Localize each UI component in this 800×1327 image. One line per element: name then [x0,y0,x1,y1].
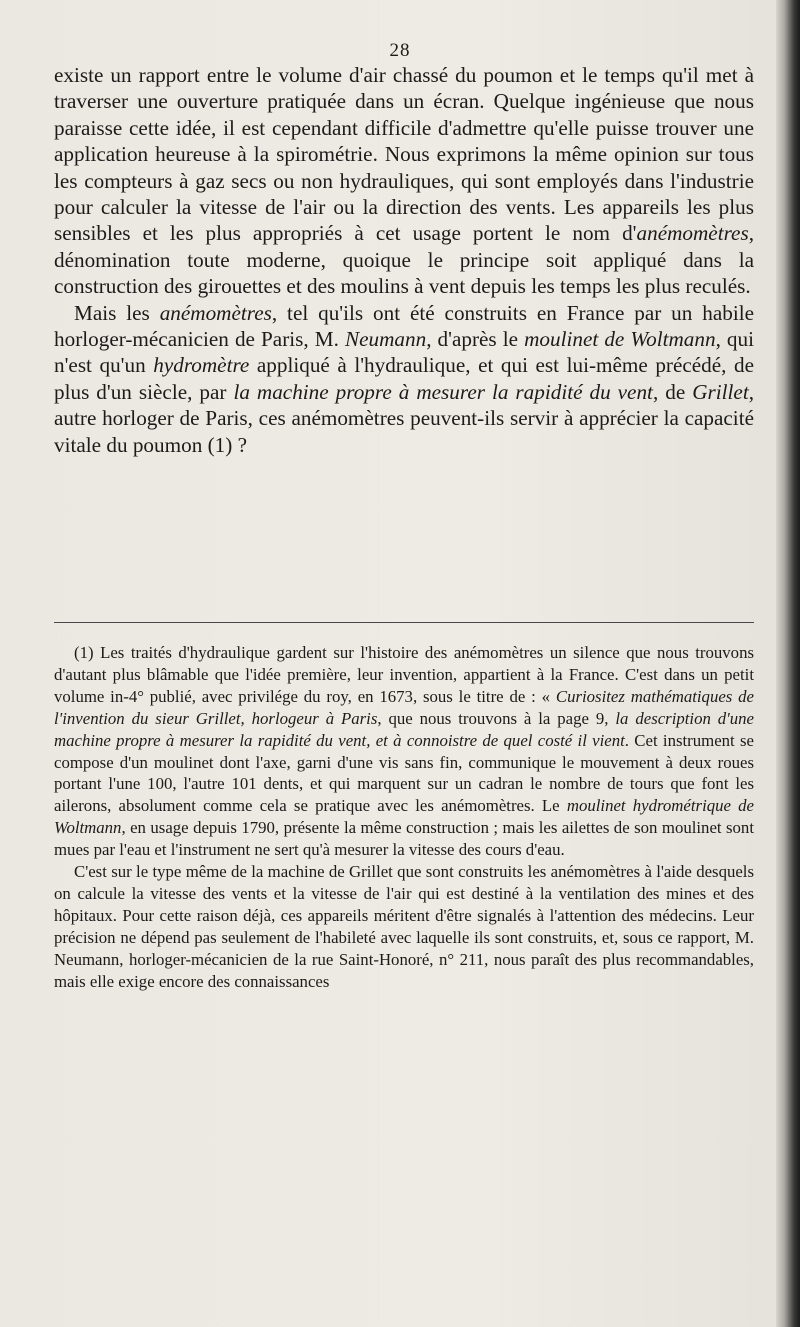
italic-run: anémomètres [636,221,749,246]
italic-run: la machine propre à mesurer la rapidité du vent [233,379,653,404]
footnote-paragraph [54,642,754,861]
footnotes [54,642,754,993]
footnote-separator [54,622,754,623]
main-paragraph [54,62,754,300]
text-run: existe un rapport entre le volume d'air chassé du poumon et le temps qu'il met à traverser une ouverture pratiquée dans un écran. Quelque ingénieuse que nous paraisse cette idée, il est cependant difficile d'admettre qu'elle puisse trouver une application heureuse à la spirométrie. Nous exprimons la même opinion sur tous les compteurs à gaz secs ou non hydrauliques, qui sont employés dans l'industrie pour calculer la vitesse de l'air ou la direction des vents. Les appareils les plus sensibles et les plus appropriés à cet usage portent le nom d' [54,63,754,246]
italic-run: Grillet [692,379,749,404]
text-run: . Cet instrument se compose d'un moulinet dont l'axe, garni d'une vis sans fin, communique le mouvement à deux roues portant l'une 100, l'autre 101 dents, et qui marquent sur un cadran le nombre de tours que font les ailerons, absolument comme cela se pratique avec les anémomètres. Le [54,730,755,816]
italic-run: la description d'une machine propre à mesurer la rapidité du vent, et à connoistre de quel costé il vient [54,708,754,750]
text-run: , dénomination toute moderne, quoique le principe soit appliqué dans la construction des girouettes et des moulins à vent depuis les temps les plus reculés. [54,221,754,299]
italic-run: hydromètre [153,353,250,378]
text-run: , en usage depuis 1790, présente la même construction ; mais les ailettes de son moulinet sont mues par l'eau et l'instrument ne sert qu'à mesurer la vitesse des cours d'eau. [54,818,754,860]
page-number: 28 [389,40,411,61]
main-paragraph [54,300,754,458]
footnote-paragraph [54,861,754,992]
text-run: , d'après le [426,327,525,352]
page-edge-shadow [776,0,800,1327]
text-run: (1) Les traités d'hydraulique gardent sur l'histoire des anémomètres un silence que nous trouvons d'autant plus blâmable que l'idée première, leur invention, appartient à la France. C'est dans un petit volume in-4° publié, avec privilége du roy, en 1673, sous le titre de : « [54,643,754,706]
text-run: Mais les [74,300,160,325]
text-run: , autre horloger de Paris, ces anémomètres peuvent-ils servir à apprécier la capacité vitale du poumon (1) ? [54,379,755,457]
text-run: , tel qu'ils ont été construits en France par un habile horloger-mécanicien de Paris, M. [54,300,754,352]
italic-run: anémomètres [159,300,272,325]
italic-run: moulinet de Woltmann [524,327,716,352]
italic-run: Neumann [344,327,427,352]
italic-run: moulinet hydrométrique de Woltmann [54,796,755,838]
main-text [54,62,754,458]
text-run: , de [652,379,693,404]
text-run: C'est sur le type même de la machine de Grillet que sont construits les anémomètres à l'aide desquels on calcule la vitesse des vents et la vitesse de l'air qui est destiné à la ventilation des mines et des hôpitaux. Pour cette raison déjà, ces appareils méritent d'être signalés à l'attention des médecins. Leur précision ne dépend pas seulement de l'habileté avec laquelle ils sont construits, et, sous ce rapport, M. Neumann, horloger-mécanicien de la rue Saint-Honoré, n° 211, nous paraît des plus recommandables, mais elle exige encore des connaissances [54,862,754,991]
text-run: appliqué à l'hydraulique, et qui est lui-même précédé, de plus d'un siècle, par [54,353,755,404]
text-run: , qui n'est qu'un [54,327,755,378]
italic-run: Curiositez mathématiques de l'invention du sieur Grillet, horlogeur à Paris [54,686,754,728]
text-run: , que nous trouvons à la page 9, [377,708,616,728]
